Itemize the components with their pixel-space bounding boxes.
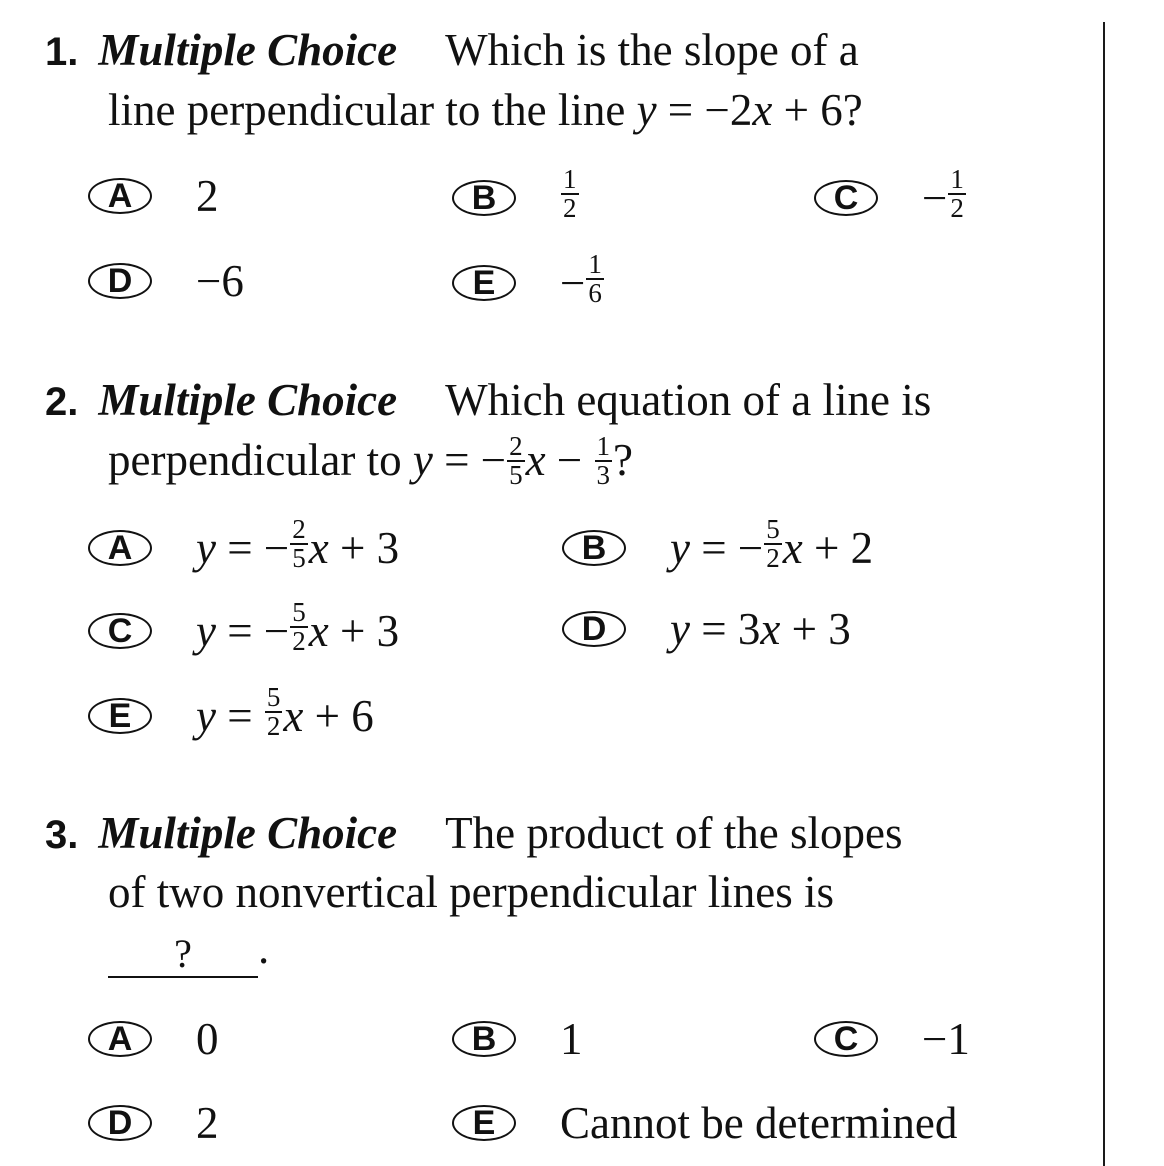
question-stem: line perpendicular to the line (108, 85, 626, 135)
question-number: 2. (45, 380, 79, 424)
math-op: − (556, 435, 583, 485)
fraction: $\frac{2}{5}$ (509, 430, 523, 490)
answer-blank: ? (108, 936, 258, 978)
math-var: x (782, 523, 803, 573)
question-stem: perpendicular to (108, 435, 402, 485)
math-var: x (308, 606, 329, 656)
math-term: + 2 (813, 523, 874, 573)
option-badge[interactable]: E (452, 265, 516, 301)
math-var: y (670, 523, 690, 573)
option-badge[interactable]: E (452, 1105, 516, 1141)
option-text: Cannot be determined (560, 1098, 958, 1148)
option-badge[interactable]: D (562, 611, 626, 647)
math-term: + 3 (791, 604, 851, 654)
fraction: $\frac{1}{6}$ (588, 249, 602, 308)
column-divider (1103, 22, 1105, 1166)
fraction: $\frac{5}{2}$ (292, 597, 306, 656)
math-op: = 3 (701, 604, 761, 654)
q2-option-b[interactable] (562, 514, 874, 576)
question-1-line2 (108, 80, 863, 140)
q2-option-a[interactable] (88, 514, 400, 576)
option-text: −1 (922, 1014, 970, 1064)
fraction: $\frac{5}{2}$ (266, 682, 281, 741)
option-text: 1 (560, 1014, 583, 1064)
math-var: x (308, 523, 329, 573)
question-1-line1 (45, 20, 859, 82)
math-var: y (670, 604, 690, 654)
option-badge[interactable]: D (88, 1105, 152, 1141)
fraction: $\frac{1}{2}$ (950, 164, 964, 223)
q1-option-a[interactable] (88, 170, 219, 222)
question-stem: Which equation of a line is (445, 375, 932, 425)
q3-option-e[interactable] (452, 1097, 957, 1149)
math-var: y (196, 606, 216, 656)
fraction: $\frac{2}{5}$ (292, 514, 306, 573)
math-var: x (760, 604, 781, 654)
question-2-line1 (45, 370, 931, 432)
option-badge[interactable]: B (452, 180, 516, 216)
option-sign: − (922, 173, 948, 223)
q1-option-e[interactable] (452, 249, 605, 311)
option-badge[interactable]: C (814, 1021, 878, 1057)
option-badge[interactable]: D (88, 263, 152, 299)
question-type-label: Multiple Choice (98, 25, 398, 75)
math-op: = − (227, 523, 290, 573)
math-term: + 6? (783, 85, 863, 135)
option-text: 2 (196, 171, 219, 221)
option-text: −6 (196, 256, 244, 306)
math-punct: ? (613, 435, 633, 485)
fraction: $\frac{1}{2}$ (563, 164, 577, 223)
question-stem: The product of the slopes (445, 808, 903, 858)
option-badge[interactable]: A (88, 530, 152, 566)
math-var: y (196, 523, 216, 573)
option-badge[interactable]: B (452, 1021, 516, 1057)
math-term: + 3 (339, 606, 400, 656)
option-badge[interactable]: A (88, 1021, 152, 1057)
math-var: x (525, 435, 546, 485)
question-3-line2 (108, 862, 834, 922)
q2-option-e[interactable] (88, 682, 374, 744)
option-sign: − (560, 258, 586, 308)
math-term: + 6 (314, 691, 374, 741)
q1-option-c[interactable] (814, 164, 967, 226)
option-badge[interactable]: E (88, 698, 152, 734)
option-badge[interactable]: C (814, 180, 878, 216)
fraction: $\frac{5}{2}$ (766, 514, 780, 573)
math-op: = (667, 85, 694, 135)
question-type-label: Multiple Choice (98, 375, 398, 425)
q1-option-b[interactable] (452, 164, 580, 226)
math-var: y (412, 435, 433, 485)
math-var: y (636, 85, 657, 135)
math-op: = − (444, 435, 507, 485)
option-text: 0 (196, 1014, 219, 1064)
question-2-line2 (108, 430, 633, 493)
option-text: 2 (196, 1098, 219, 1148)
q2-option-c[interactable] (88, 597, 400, 659)
question-number: 1. (45, 30, 79, 74)
math-op: = − (227, 606, 290, 656)
math-var: x (752, 85, 773, 135)
q1-option-d[interactable] (88, 255, 244, 307)
q2-option-d[interactable] (562, 603, 851, 655)
q3-option-b[interactable] (452, 1013, 583, 1065)
math-coef: −2 (704, 85, 753, 135)
option-badge[interactable]: B (562, 530, 626, 566)
math-var: x (283, 691, 304, 741)
math-var: y (196, 691, 216, 741)
question-3-line3 (108, 918, 269, 978)
q3-option-a[interactable] (88, 1013, 219, 1065)
q3-option-c[interactable] (814, 1013, 970, 1065)
question-type-label: Multiple Choice (98, 808, 398, 858)
option-badge[interactable]: C (88, 613, 152, 649)
fraction: $\frac{1}{3}$ (596, 430, 610, 490)
option-badge[interactable]: A (88, 178, 152, 214)
question-stem: of two nonvertical perpendicular lines is (108, 867, 835, 917)
math-term: + 3 (339, 523, 400, 573)
question-stem: Which is the slope of a (445, 25, 859, 75)
question-3-line1 (45, 803, 903, 865)
math-op: = − (701, 523, 764, 573)
question-number: 3. (45, 813, 79, 857)
blank-period: . (258, 923, 270, 973)
q3-option-d[interactable] (88, 1097, 219, 1149)
math-op: = (227, 691, 253, 741)
